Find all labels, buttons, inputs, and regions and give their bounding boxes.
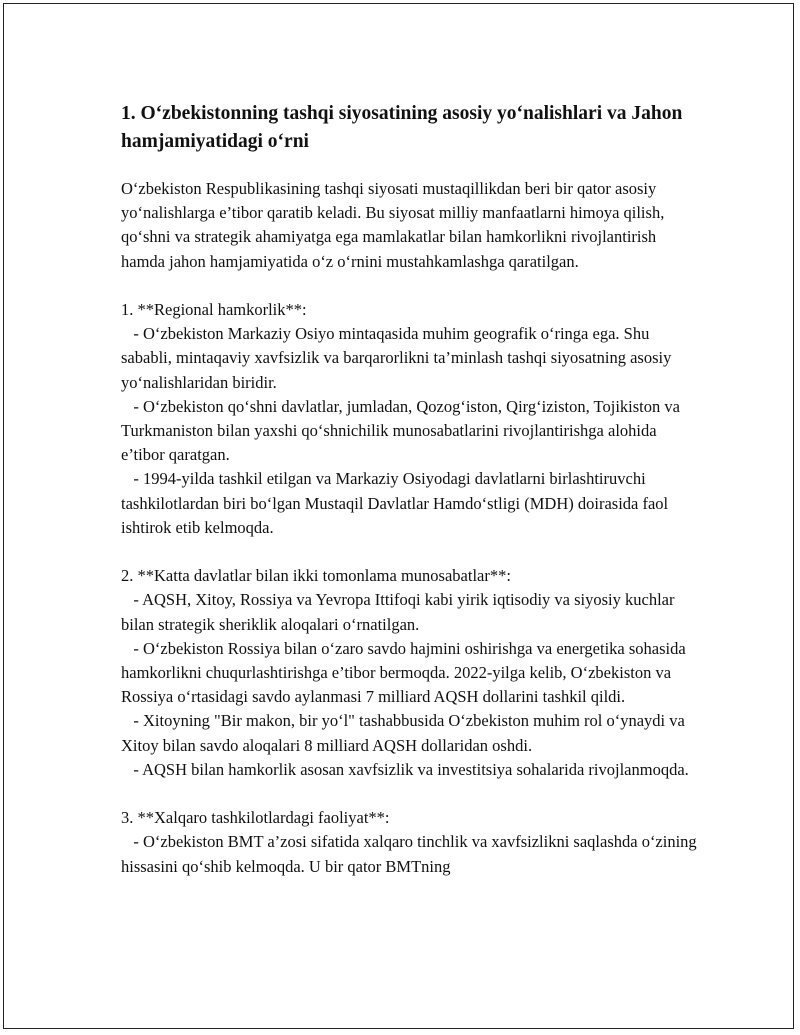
list-item: - O‘zbekiston Rossiya bilan o‘zaro savdo hajmini oshirishga va energetika sohasida hamkorlikni chuqurlashtirishga e’tibor bermoqda. 2022-yilga kelib, O‘zbekiston va Rossiya o‘rtasidagi savdo aylanmasi 7 milliard AQSH dollarini tashkil qildi.: [121, 638, 690, 707]
section-bilateral-relations: [121, 564, 699, 782]
list-item: - O‘zbekiston qo‘shni davlatlar, jumladan, Qozog‘iston, Qirg‘iziston, Tojikiston va Turkmaniston bilan yaxshi qo‘shnichilik munosabatlarini rivojlantirishga alohida e’tibor qaratgan.: [121, 396, 684, 465]
intro-paragraph: O‘zbekiston Respublikasining tashqi siyosati mustaqillikdan beri bir qator asosiy yo‘nalishlarga e’tibor qaratib keladi. Bu siyosat milliy manfaatlarni himoya qilish, qo‘shni va strategik ahamiyatga ega mamlakatlar bilan hamkorlikni rivojlantirish hamda jahon hamjamiyatida o‘z o‘rnini mustahkamlashga qaratilgan.: [121, 179, 665, 271]
list-item: - O‘zbekiston Markaziy Osiyo mintaqasida muhim geografik o‘ringa ega. Shu sababli, mintaqaviy xavfsizlik va barqarorlikni ta’minlash tashqi siyosatning asosiy yo‘nalishlaridan biridir.: [121, 324, 676, 392]
section-heading: 3. **Xalqaro tashkilotlardagi faoliyat**:: [121, 808, 390, 828]
section-heading: 1. **Regional hamkorlik**:: [121, 300, 307, 319]
document-title: 1. O‘zbekistonning tashqi siyosatining asosiy yo‘nalishlari va Jahon hamjamiyatidagi o‘rni: [121, 103, 683, 152]
list-item: - 1994-yilda tashkil etilgan va Markaziy Osiyodagi davlatlarni birlashtiruvchi tashkilotlardan biri bo‘lgan Mustaqil Davlatlar Hamdo‘stligi (MDH) doirasida faol ishtirok etib kelmoqda.: [121, 469, 673, 537]
section-heading: 2. **Katta davlatlar bilan ikki tomonlama munosabatlar**:: [121, 566, 511, 586]
section-regional-cooperation: [121, 298, 699, 540]
list-item: - AQSH, Xitoy, Rossiya va Yevropa Ittifoqi kabi yirik iqtisodiy va siyosiy kuchlar bilan strategik sheriklik aloqalari o‘rnatilgan.: [121, 590, 679, 634]
section-international-organizations: [121, 806, 699, 879]
list-item: - O‘zbekiston BMT a’zosi sifatida xalqaro tinchlik va xavfsizlikni saqlashda o‘zining hissasini qo‘shib kelmoqda. U bir qator BMTning: [121, 832, 701, 876]
document-content: [121, 100, 699, 879]
document-page: [3, 3, 794, 1029]
list-item: - AQSH bilan hamkorlik asosan xavfsizlik va investitsiya sohalarida rivojlanmoqda.: [121, 759, 689, 779]
list-item: - Xitoyning "Bir makon, bir yo‘l" tashabbusida O‘zbekiston muhim rol o‘ynaydi va Xitoy bilan savdo aloqalari 8 milliard AQSH dollaridan oshdi.: [121, 711, 689, 755]
